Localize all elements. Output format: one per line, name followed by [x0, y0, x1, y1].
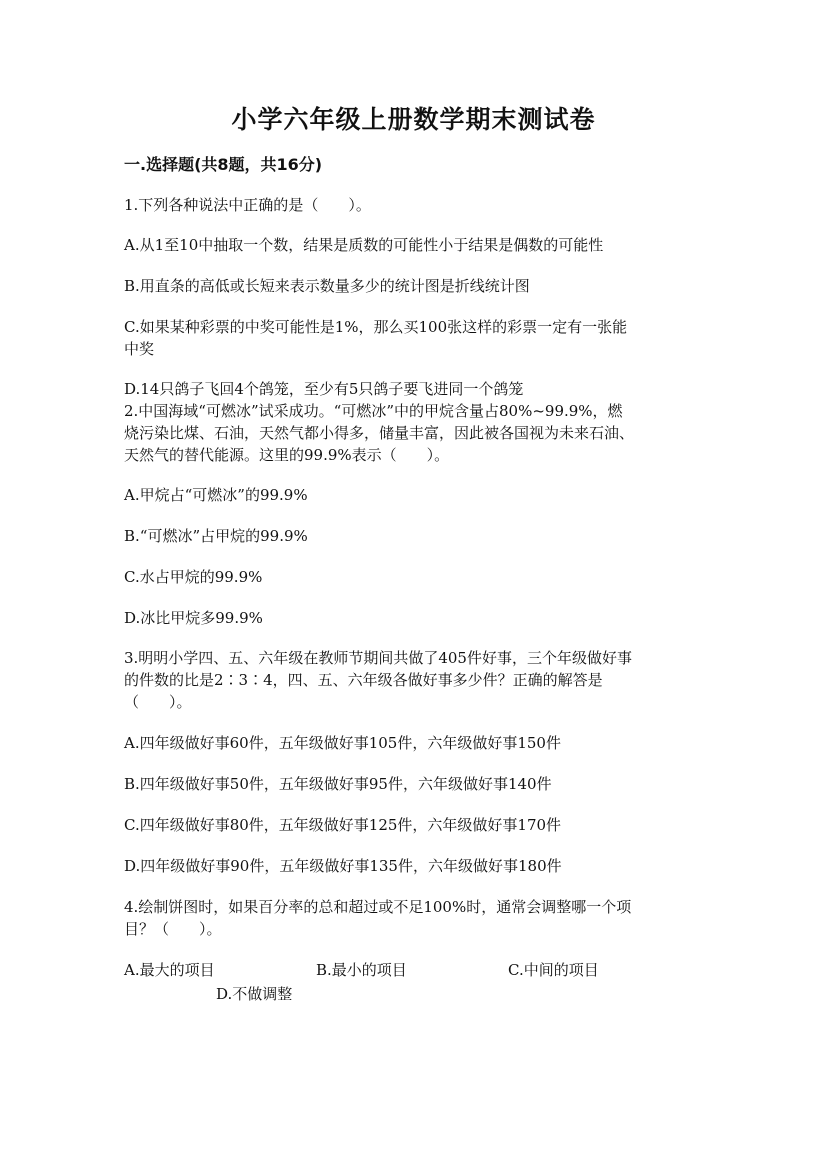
question-2-stem: 2.中国海域“可燃冰”试采成功。“可燃冰”中的甲烷含量占80%~99.9%，燃: [124, 402, 623, 420]
question-2-stem-cont-1: 烧污染比煤、石油，天然气都小得多，储量丰富，因此被各国视为未来石油、: [124, 424, 635, 442]
question-1-option-a: A.从1至10中抽取一个数，结果是质数的可能性小于结果是偶数的可能性: [124, 236, 604, 254]
question-1-option-c-cont: 中奖: [124, 340, 155, 358]
question-3-stem-cont-2: （ ）。: [124, 693, 192, 711]
question-2-option-c: C.水占甲烷的99.9%: [124, 568, 263, 586]
question-1-option-d: D.14只鸽子飞回4个鸽笼，至少有5只鸽子要飞进同一个鸽笼: [124, 380, 524, 398]
question-1-stem: 1.下列各种说法中正确的是（ ）。: [124, 196, 371, 214]
page-title: 小学六年级上册数学期末测试卷: [231, 105, 596, 134]
question-4-option-d: D.不做调整: [216, 985, 293, 1003]
question-3-stem: 3.明明小学四、五、六年级在教师节期间共做了405件好事，三个年级做好事: [124, 649, 632, 667]
question-1-option-c: C.如果某种彩票的中奖可能性是1%，那么买100张这样的彩票一定有一张能: [124, 318, 628, 336]
question-3-option-a: A.四年级做好事60件，五年级做好事105件，六年级做好事150件: [124, 734, 561, 752]
question-4-stem-cont: 目？（ ）。: [124, 920, 222, 938]
question-2-stem-cont-2: 天然气的替代能源。这里的99.9%表示（ ）。: [124, 446, 450, 464]
question-2-option-b: B.“可燃冰”占甲烷的99.9%: [124, 527, 308, 545]
section-heading: 一.选择题(共8题，共16分): [124, 155, 323, 174]
question-3-option-c: C.四年级做好事80件，五年级做好事125件，六年级做好事170件: [124, 816, 562, 834]
question-4-stem: 4.绘制饼图时，如果百分率的总和超过或不足100%时，通常会调整哪一个项: [124, 898, 632, 916]
question-4-option-c: C.中间的项目: [508, 961, 599, 979]
question-3-stem-cont-1: 的件数的比是2∶3∶4，四、五、六年级各做好事多少件？正确的解答是: [124, 671, 603, 689]
question-4-option-a: A.最大的项目: [124, 961, 215, 979]
question-1-option-b: B.用直条的高低或长短来表示数量多少的统计图是折线统计图: [124, 277, 530, 295]
question-4-option-b: B.最小的项目: [316, 961, 407, 979]
question-3-option-d: D.四年级做好事90件，五年级做好事135件，六年级做好事180件: [124, 857, 562, 875]
question-2-option-d: D.冰比甲烷多99.9%: [124, 609, 263, 627]
question-2-option-a: A.甲烷占“可燃冰”的99.9%: [124, 486, 308, 504]
question-3-option-b: B.四年级做好事50件，五年级做好事95件，六年级做好事140件: [124, 775, 552, 793]
